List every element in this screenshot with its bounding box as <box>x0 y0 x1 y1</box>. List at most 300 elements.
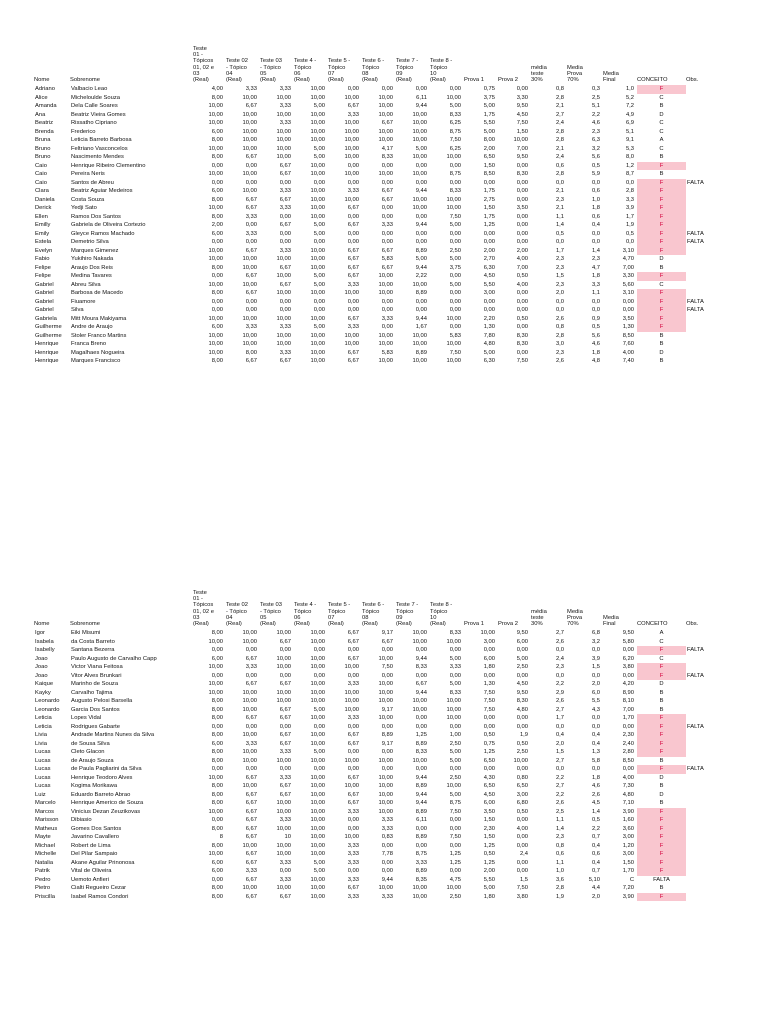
cell-grade: 2,0 <box>555 740 564 747</box>
cell-grade: 1,75 <box>483 111 495 118</box>
cell-grade: 6,50 <box>516 783 528 790</box>
cell-grade: 3,33 <box>279 86 291 93</box>
cell-nome: Gabriel <box>35 298 54 305</box>
cell-nome: Beatriz <box>35 120 54 127</box>
cell-grade: 10,00 <box>310 851 325 858</box>
cell-nome: Igor <box>35 630 45 637</box>
cell-nome: Livia <box>35 740 47 747</box>
grade-sheet-2 <box>34 590 734 901</box>
cell-grade: 10,00 <box>208 171 223 178</box>
table-row <box>34 85 754 94</box>
cell-sobrenome: de Sousa Silva <box>71 740 110 747</box>
cell-grade: 0,4 <box>591 732 600 739</box>
cell-grade: 7,50 <box>516 885 528 892</box>
table-row <box>34 876 754 885</box>
cell-grade: 8,00 <box>483 137 495 144</box>
cell-grade: 10,00 <box>208 315 223 322</box>
cell-obs <box>686 272 754 281</box>
cell-conceito: F <box>637 204 686 213</box>
cell-nome: Brenda <box>35 128 54 135</box>
col-teste-1: Teste 01 - Tópicos 01, 02 e 03 (Real) <box>193 46 214 84</box>
cell-nome: Gabriel <box>35 307 54 314</box>
table-row <box>34 680 754 689</box>
cell-grade: 5,00 <box>313 868 325 875</box>
cell-grade: 10,00 <box>242 638 257 645</box>
table-row <box>34 850 754 859</box>
cell-grade: 0,00 <box>449 290 461 297</box>
cell-grade: 1,80 <box>483 664 495 671</box>
cell-grade: 2,3 <box>555 834 564 841</box>
cell-grade: 2,7 <box>555 757 564 764</box>
cell-grade: 6,67 <box>245 715 257 722</box>
cell-conceito: F <box>637 825 686 834</box>
cell-grade: 5,00 <box>483 885 495 892</box>
cell-grade: 8,00 <box>211 791 223 798</box>
cell-conceito: C <box>659 128 664 135</box>
cell-grade: 0,00 <box>381 723 393 730</box>
cell-grade: 0,00 <box>483 672 495 679</box>
cell-grade: 10,00 <box>378 358 393 365</box>
cell-grade: 0,00 <box>279 298 291 305</box>
cell-grade: 10,00 <box>242 749 257 756</box>
cell-grade: 3,10 <box>622 247 634 254</box>
cell-grade: 3,33 <box>279 349 291 356</box>
cell-grade: 5,00 <box>313 706 325 713</box>
cell-grade: 3,33 <box>347 188 359 195</box>
cell-grade: 0,00 <box>516 672 528 679</box>
cell-grade: 3,33 <box>347 842 359 849</box>
cell-nome: Caio <box>35 179 47 186</box>
cell-grade: 6,67 <box>347 732 359 739</box>
cell-grade: 10,00 <box>208 281 223 288</box>
cell-grade: 5,9 <box>591 171 600 178</box>
cell-grade: 0,00 <box>347 817 359 824</box>
cell-grade: 2,3 <box>555 256 564 263</box>
cell-conceito: C <box>659 94 664 101</box>
cell-grade: 5,00 <box>313 154 325 161</box>
cell-obs <box>686 655 754 664</box>
cell-grade: 9,44 <box>415 689 427 696</box>
cell-grade: 6,25 <box>449 120 461 127</box>
cell-grade: 0,00 <box>381 298 393 305</box>
cell-grade: 0,00 <box>279 239 291 246</box>
cell-grade: 10,00 <box>378 681 393 688</box>
cell-grade: 0,00 <box>347 868 359 875</box>
cell-obs <box>686 357 754 366</box>
col-obs: Obs. <box>686 77 699 84</box>
cell-grade: 2,30 <box>483 825 495 832</box>
cell-obs <box>686 289 754 298</box>
cell-conceito: F <box>637 306 686 315</box>
cell-grade: 1,25 <box>415 732 427 739</box>
cell-grade: 0,00 <box>313 647 325 654</box>
cell-grade: 6,67 <box>245 876 257 883</box>
cell-obs <box>686 145 754 154</box>
cell-grade: 6,67 <box>279 893 291 900</box>
cell-grade: 10,00 <box>378 94 393 101</box>
cell-grade: 0,00 <box>483 307 495 314</box>
cell-grade: 6,00 <box>211 740 223 747</box>
cell-sobrenome: Medina Tavares <box>71 273 112 280</box>
cell-grade: 0,00 <box>245 766 257 773</box>
cell-grade: 7,50 <box>449 349 461 356</box>
cell-grade: 1,7 <box>555 247 564 254</box>
cell-grade: 6,67 <box>245 774 257 781</box>
cell-grade: 2,3 <box>555 664 564 671</box>
cell-sobrenome: Demetrio Silva <box>71 239 109 246</box>
table-row <box>34 842 754 851</box>
cell-sobrenome: Silva <box>71 307 84 314</box>
cell-grade: 6,67 <box>347 638 359 645</box>
cell-grade: 3,33 <box>347 281 359 288</box>
cell-grade: 9,44 <box>415 655 427 662</box>
cell-nome: Henrique <box>35 349 59 356</box>
cell-grade: 0,00 <box>279 672 291 679</box>
cell-grade: 0,00 <box>483 239 495 246</box>
cell-obs <box>686 196 754 205</box>
cell-grade: 0,00 <box>211 876 223 883</box>
cell-grade: 0,00 <box>516 298 528 305</box>
cell-grade: 0,0 <box>591 179 600 186</box>
cell-grade: 2,50 <box>516 749 528 756</box>
col-media-prova: Media Prova 70% <box>567 64 583 84</box>
cell-grade: 9,17 <box>381 740 393 747</box>
cell-grade: 8,89 <box>415 740 427 747</box>
cell-grade: 3,33 <box>279 817 291 824</box>
cell-grade: 10,00 <box>310 740 325 747</box>
cell-grade: 0,00 <box>381 230 393 237</box>
cell-grade: 10,00 <box>378 783 393 790</box>
cell-grade: 8,89 <box>415 783 427 790</box>
cell-sobrenome: Marinho de Souza <box>71 681 119 688</box>
cell-sobrenome: Vinicius Dezan Zeuzikovas <box>71 808 141 815</box>
cell-conceito: B <box>659 885 664 892</box>
cell-grade: 1,4 <box>555 222 564 229</box>
cell-conceito: F <box>637 714 686 723</box>
cell-sobrenome: Eduardo Barreto Abrao <box>71 791 131 798</box>
cell-obs <box>686 833 754 842</box>
cell-grade: 2,1 <box>555 145 564 152</box>
table-row <box>34 672 754 681</box>
cell-grade: 2,6 <box>555 358 564 365</box>
cell-grade: 1,25 <box>449 851 461 858</box>
cell-conceito: FALTA <box>653 876 670 883</box>
cell-grade: 9,44 <box>415 222 427 229</box>
cell-conceito: C <box>659 145 664 152</box>
cell-grade: 3,0 <box>555 341 564 348</box>
cell-sobrenome: Dibiasio <box>71 817 92 824</box>
cell-grade: 3,60 <box>622 825 634 832</box>
cell-nome: Henrique <box>35 358 59 365</box>
cell-grade: 3,33 <box>245 86 257 93</box>
cell-nome: Bruno <box>35 154 51 161</box>
cell-conceito: F <box>637 187 686 196</box>
cell-conceito: F <box>637 238 686 247</box>
cell-grade: 0,00 <box>313 723 325 730</box>
cell-sobrenome: Vitor Alves Brunkari <box>71 672 122 679</box>
cell-grade: 10,00 <box>310 800 325 807</box>
cell-grade: 6,67 <box>245 825 257 832</box>
cell-nome: Kayky <box>35 689 51 696</box>
cell-grade: 10,00 <box>310 689 325 696</box>
cell-sobrenome: Dela Calle Soares <box>71 103 118 110</box>
cell-grade: 5,00 <box>313 222 325 229</box>
cell-grade: 1,50 <box>516 128 528 135</box>
cell-grade: 10,00 <box>208 205 223 212</box>
cell-conceito: F <box>637 230 686 239</box>
cell-grade: 10,00 <box>208 341 223 348</box>
cell-conceito: F <box>637 289 686 298</box>
cell-sobrenome: Beatriz Vieira Gomes <box>71 111 126 118</box>
cell-grade: 3,33 <box>279 247 291 254</box>
cell-grade: 10,00 <box>242 341 257 348</box>
cell-sobrenome: de Araujo Souza <box>71 757 114 764</box>
cell-grade: 5,00 <box>483 128 495 135</box>
cell-obs <box>686 663 754 672</box>
table-row <box>34 655 754 664</box>
cell-nome: Estela <box>35 239 52 246</box>
cell-obs <box>686 340 754 349</box>
cell-grade: 3,33 <box>279 876 291 883</box>
cell-grade: 5,8 <box>591 757 600 764</box>
cell-nome: Pedro <box>35 876 51 883</box>
cell-obs <box>686 170 754 179</box>
cell-grade: 1,75 <box>483 188 495 195</box>
cell-grade: 0,00 <box>415 672 427 679</box>
cell-grade: 0,0 <box>555 766 564 773</box>
cell-grade: 6,50 <box>483 783 495 790</box>
cell-conceito: F <box>637 196 686 205</box>
cell-sobrenome: Andrade Martins Nunes da Silva <box>71 732 155 739</box>
cell-grade: 1,0 <box>625 86 634 93</box>
cell-grade: 10,00 <box>242 630 257 637</box>
cell-grade: 2,7 <box>555 783 564 790</box>
cell-grade: 10,00 <box>310 732 325 739</box>
cell-grade: 10,00 <box>276 332 291 339</box>
cell-grade: 0,00 <box>622 723 634 730</box>
cell-grade: 6,67 <box>245 859 257 866</box>
cell-grade: 6,67 <box>347 103 359 110</box>
cell-grade: 5,5 <box>591 698 600 705</box>
cell-grade: 0,4 <box>555 732 564 739</box>
cell-grade: 7,10 <box>622 800 634 807</box>
cell-obs <box>686 859 754 868</box>
cell-grade: 0,00 <box>516 715 528 722</box>
cell-grade: 0,00 <box>483 715 495 722</box>
cell-grade: 10,00 <box>412 698 427 705</box>
cell-grade: 10,00 <box>310 638 325 645</box>
cell-obs <box>686 842 754 851</box>
cell-conceito: F <box>637 646 686 655</box>
table-row <box>34 791 754 800</box>
cell-grade: 0,00 <box>449 162 461 169</box>
cell-grade: 3,33 <box>279 188 291 195</box>
cell-conceito: F <box>637 247 686 256</box>
cell-grade: 3,33 <box>381 817 393 824</box>
cell-grade: 3,30 <box>516 94 528 101</box>
cell-grade: 6,67 <box>279 281 291 288</box>
cell-conceito: C <box>659 281 664 288</box>
cell-conceito: F <box>637 663 686 672</box>
cell-obs <box>686 128 754 137</box>
cell-grade: 10,00 <box>276 851 291 858</box>
cell-grade: 10,00 <box>344 834 359 841</box>
cell-grade: 8,90 <box>622 689 634 696</box>
cell-grade: 1,4 <box>555 825 564 832</box>
cell-conceito: F <box>637 272 686 281</box>
cell-grade: 6,25 <box>449 145 461 152</box>
cell-grade: 8,50 <box>622 332 634 339</box>
cell-nome: Matheus <box>35 825 58 832</box>
cell-conceito: B <box>659 757 664 764</box>
cell-grade: 0,00 <box>415 766 427 773</box>
cell-grade: 5,80 <box>622 638 634 645</box>
cell-grade: 10,00 <box>310 213 325 220</box>
cell-grade: 6,67 <box>279 681 291 688</box>
cell-sobrenome: Lopes Vidal <box>71 715 102 722</box>
cell-sobrenome: Araujo Dos Reis <box>71 264 113 271</box>
cell-grade: 10,00 <box>446 783 461 790</box>
cell-grade: 7,00 <box>516 145 528 152</box>
cell-nome: Daniela <box>35 196 55 203</box>
cell-grade: 10,00 <box>242 171 257 178</box>
col-teste-8: Teste 8 - Tópico 10 (Real) <box>430 602 453 628</box>
cell-grade: 2,40 <box>622 740 634 747</box>
cell-grade: 10,00 <box>276 825 291 832</box>
table-row <box>34 833 754 842</box>
cell-grade: 10,00 <box>513 757 528 764</box>
cell-grade: 0,00 <box>381 859 393 866</box>
cell-grade: 1,20 <box>622 842 634 849</box>
cell-grade: 6,67 <box>415 681 427 688</box>
cell-grade: 10,00 <box>310 630 325 637</box>
cell-grade: 0,00 <box>381 324 393 331</box>
cell-grade: 2,6 <box>555 698 564 705</box>
cell-nome: Alice <box>35 94 48 101</box>
cell-nome: Leonardo <box>35 706 60 713</box>
table-row <box>34 706 754 715</box>
grade-table-1 <box>34 46 754 366</box>
cell-grade: 0,00 <box>516 647 528 654</box>
table-row <box>34 323 754 332</box>
cell-grade: 0,4 <box>591 842 600 849</box>
cell-conceito: F <box>637 672 686 681</box>
cell-grade: 8,33 <box>381 154 393 161</box>
cell-grade: 10,00 <box>242 689 257 696</box>
cell-grade: 4,50 <box>516 681 528 688</box>
cell-grade: 8,00 <box>211 213 223 220</box>
cell-grade: 2,50 <box>449 774 461 781</box>
cell-grade: 2,20 <box>483 315 495 322</box>
cell-sobrenome: Santana Bezerra <box>71 647 115 654</box>
cell-grade: 10,00 <box>276 273 291 280</box>
grade-table-2 <box>34 590 754 901</box>
cell-grade: 6,11 <box>416 94 427 101</box>
cell-grade: 10,00 <box>242 128 257 135</box>
cell-grade: 10,00 <box>208 808 223 815</box>
cell-grade: 10,00 <box>378 281 393 288</box>
cell-obs <box>686 893 754 902</box>
cell-grade: 10,00 <box>242 885 257 892</box>
cell-sobrenome: Beatriz Aguiar Medeiros <box>71 188 133 195</box>
cell-grade: 9,44 <box>415 264 427 271</box>
cell-nome: Bruna <box>35 137 51 144</box>
cell-sobrenome: Uemoto Anfieri <box>71 876 110 883</box>
cell-grade: 10,00 <box>276 689 291 696</box>
cell-grade: 1,50 <box>483 162 495 169</box>
cell-grade: 2,7 <box>555 630 564 637</box>
cell-obs <box>686 867 754 876</box>
cell-grade: 10,00 <box>310 128 325 135</box>
cell-grade: 2,75 <box>483 196 495 203</box>
cell-nome: Joao <box>35 672 48 679</box>
cell-grade: 10,00 <box>310 315 325 322</box>
cell-grade: 10,00 <box>412 111 427 118</box>
cell-grade: 0,00 <box>449 842 461 849</box>
cell-grade: 0,50 <box>516 808 528 815</box>
cell-grade: 0,00 <box>245 723 257 730</box>
cell-obs <box>686 264 754 273</box>
table-row <box>34 162 754 171</box>
cell-grade: 0,3 <box>591 86 600 93</box>
cell-grade: 3,2 <box>591 145 600 152</box>
cell-sobrenome: Frederico <box>71 128 96 135</box>
table-row <box>34 782 754 791</box>
cell-sobrenome: Stoler Franco Martins <box>71 332 127 339</box>
cell-grade: 0,00 <box>622 672 634 679</box>
cell-grade: 8,00 <box>211 825 223 832</box>
cell-grade: 3,33 <box>381 893 393 900</box>
cell-grade: 4,9 <box>625 111 634 118</box>
cell-grade: 10,00 <box>242 842 257 849</box>
cell-grade: 0,00 <box>415 825 427 832</box>
cell-grade: 8,89 <box>415 290 427 297</box>
cell-grade: 5,00 <box>313 103 325 110</box>
cell-grade: 0,00 <box>449 273 461 280</box>
cell-grade: 10,00 <box>276 757 291 764</box>
cell-grade: 3,33 <box>347 859 359 866</box>
cell-grade: 8,00 <box>211 630 223 637</box>
cell-grade: 6,67 <box>245 893 257 900</box>
cell-obs: FALTA <box>687 723 704 730</box>
cell-nome: Michelle <box>35 851 57 858</box>
cell-grade: 0,00 <box>449 239 461 246</box>
table-row <box>34 247 754 256</box>
cell-grade: 4,80 <box>516 706 528 713</box>
cell-grade: 0,00 <box>415 230 427 237</box>
cell-obs <box>686 697 754 706</box>
cell-grade: 5,50 <box>483 876 495 883</box>
table-row <box>34 153 754 162</box>
col-teste-5: Teste 5 - Tópico 07 (Real) <box>328 602 351 628</box>
cell-grade: 0,00 <box>211 273 223 280</box>
cell-grade: 0,0 <box>555 723 564 730</box>
cell-grade: 8,33 <box>449 188 461 195</box>
cell-grade: 10,00 <box>208 103 223 110</box>
cell-grade: 8,75 <box>449 128 461 135</box>
cell-grade: 6,67 <box>279 196 291 203</box>
cell-grade: 10,00 <box>412 706 427 713</box>
cell-grade: 10,00 <box>310 94 325 101</box>
cell-grade: 6,67 <box>347 222 359 229</box>
cell-grade: 6,67 <box>245 196 257 203</box>
col-sobrenome: Sobrenome <box>70 77 100 84</box>
cell-grade: 0,00 <box>347 825 359 832</box>
cell-conceito: F <box>637 221 686 230</box>
table-row <box>34 731 754 740</box>
cell-grade: 0,00 <box>622 766 634 773</box>
cell-grade: 1,4 <box>591 808 600 815</box>
